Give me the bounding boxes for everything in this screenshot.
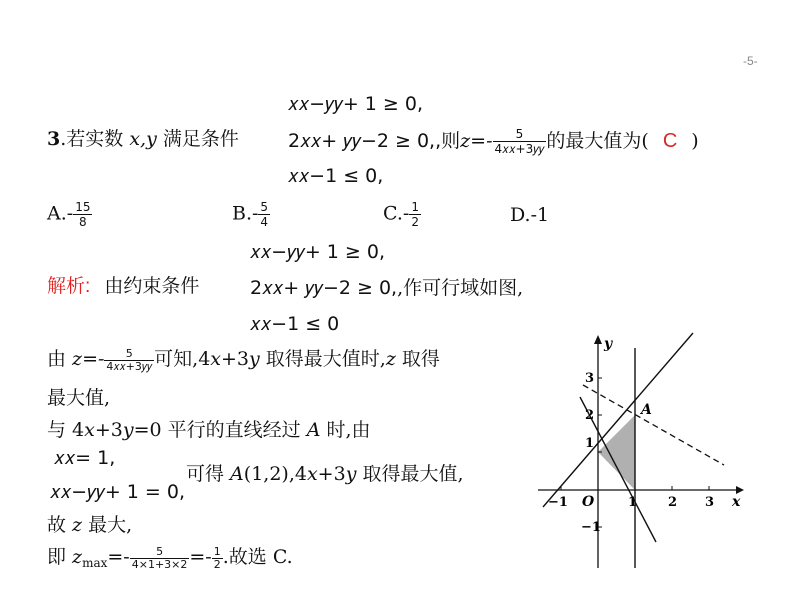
line6-eq: =- bbox=[107, 546, 130, 568]
line1-den: 4𝑥𝑥+3𝑦𝑦 bbox=[106, 359, 153, 373]
option-b bbox=[232, 200, 270, 229]
solution-sys2-line-1: 𝑥𝑥= 1, bbox=[54, 447, 116, 469]
stem-mid: 满足条件 bbox=[162, 128, 239, 150]
line1-h: 取得 bbox=[395, 348, 440, 370]
line1-c: x bbox=[210, 348, 222, 370]
line1-fraction bbox=[104, 348, 154, 373]
z-fraction-den: 4𝑥𝑥+3𝑦𝑦 bbox=[494, 142, 545, 156]
y-axis-arrow bbox=[594, 335, 602, 344]
y-tick-label-1: 1 bbox=[585, 436, 595, 451]
solution-line-1 bbox=[47, 347, 440, 373]
constraint-2-text: 2𝑥𝑥+ 𝑦𝑦−2 ≥ 0, bbox=[288, 130, 436, 152]
line3-g: 时,由 bbox=[320, 419, 371, 441]
option-b-fraction bbox=[258, 200, 270, 229]
option-a-num: 15 bbox=[75, 200, 91, 214]
line3-a: 与 4 bbox=[47, 419, 85, 441]
option-c-fraction bbox=[409, 200, 421, 229]
y-tick-label-2: 2 bbox=[585, 408, 595, 423]
option-a-fraction bbox=[73, 200, 92, 229]
line-x-minus-y-plus-1 bbox=[543, 333, 693, 507]
x-tick-label-1: 1 bbox=[628, 495, 638, 510]
line3-d: y bbox=[122, 419, 134, 441]
z-label: z=- bbox=[460, 130, 493, 152]
line1-f: 取得最大值时, bbox=[259, 348, 386, 370]
line1-d: +3 bbox=[221, 348, 250, 370]
solution-constraint-2 bbox=[250, 276, 523, 300]
line4-c: (1,2),4 bbox=[243, 463, 307, 485]
line1-a: 由 bbox=[47, 348, 67, 370]
answer-mark: C bbox=[662, 130, 678, 152]
feasible-region bbox=[598, 415, 635, 490]
option-b-label: B.- bbox=[232, 202, 259, 225]
line3-c: +3 bbox=[94, 419, 123, 441]
line3-e: =0 平行的直线经过 bbox=[133, 419, 301, 441]
page-number: -5- bbox=[743, 54, 758, 68]
ask-text: 的最大值为( bbox=[546, 130, 649, 152]
line6-den: 4×1+3×2 bbox=[131, 557, 188, 571]
line6-end: .故选 C. bbox=[222, 546, 293, 568]
feasible-region-graph bbox=[528, 330, 758, 580]
stem-vars: x,y bbox=[123, 128, 163, 150]
option-a-den: 8 bbox=[73, 214, 92, 229]
line6-num2: 1 bbox=[213, 544, 221, 558]
solution-constraint-3: 𝑥𝑥−1 ≤ 0 bbox=[250, 313, 340, 335]
z-fraction-num: 5 bbox=[515, 127, 524, 141]
close-paren: ) bbox=[691, 130, 699, 152]
question-constraint-2 bbox=[288, 127, 699, 156]
solution-line-2: 最大值, bbox=[47, 387, 111, 409]
solution-line-3 bbox=[47, 418, 371, 442]
stem-prefix: .若实数 bbox=[60, 128, 124, 150]
line5-c: 最大, bbox=[82, 514, 133, 536]
solution-intro bbox=[47, 274, 199, 299]
line1-num: 5 bbox=[125, 346, 133, 360]
option-a-label: A.- bbox=[47, 202, 74, 225]
solution-line-6 bbox=[47, 545, 293, 575]
origin-label: O bbox=[582, 494, 595, 510]
option-c-label: C.- bbox=[383, 202, 410, 225]
line6-den2: 2 bbox=[213, 557, 221, 571]
line6-fraction-2 bbox=[212, 546, 223, 571]
line4-d: x bbox=[306, 463, 318, 485]
x-tick-label-m1: −1 bbox=[548, 495, 568, 510]
x-tick-label-2: 2 bbox=[668, 495, 678, 510]
line6-num: 5 bbox=[156, 544, 164, 558]
solution-line-4 bbox=[186, 462, 464, 486]
line1-e: y bbox=[249, 348, 260, 370]
line1-b: 可知,4 bbox=[154, 348, 211, 370]
x-axis-arrow bbox=[736, 486, 744, 494]
line6-a: 即 bbox=[47, 546, 67, 568]
line5-b: z bbox=[66, 514, 83, 536]
line1-g: z bbox=[385, 348, 396, 370]
line6-z: z bbox=[66, 546, 83, 568]
line5-a: 故 bbox=[47, 514, 67, 536]
line1-z: z=- bbox=[66, 348, 105, 370]
option-d: D.-1 bbox=[510, 204, 550, 226]
z-fraction bbox=[493, 127, 547, 156]
axis-label-y: y bbox=[604, 336, 613, 352]
option-c bbox=[383, 200, 421, 229]
then-text: ,则 bbox=[435, 130, 461, 152]
option-a bbox=[47, 200, 92, 229]
line6-sub: max bbox=[82, 556, 108, 570]
line4-f: y bbox=[345, 463, 357, 485]
line3-b: x bbox=[84, 419, 95, 441]
option-c-den: 2 bbox=[411, 215, 419, 229]
option-c-num: 1 bbox=[411, 200, 419, 214]
line4-a: 可得 bbox=[186, 463, 225, 485]
solution-line-5 bbox=[47, 513, 132, 537]
question-constraint-3: 𝑥𝑥−1 ≤ 0, bbox=[288, 165, 384, 187]
line6-fraction bbox=[130, 546, 190, 571]
question-constraint-1: 𝑥𝑥−𝑦𝑦+ 1 ≥ 0, bbox=[288, 93, 424, 115]
line4-e: +3 bbox=[317, 463, 346, 485]
y-tick-label-3: 3 bbox=[585, 371, 595, 386]
solution-constraint-2-text: 2𝑥𝑥+ 𝑦𝑦−2 ≥ 0, bbox=[250, 277, 398, 299]
line4-b: A bbox=[224, 463, 244, 485]
option-b-den: 4 bbox=[260, 215, 269, 229]
question-stem bbox=[47, 127, 239, 151]
line4-g: 取得最大值, bbox=[356, 463, 464, 485]
question-number: 3 bbox=[47, 128, 61, 150]
line3-f: A bbox=[300, 419, 321, 441]
solution-label: 解析: bbox=[47, 276, 91, 297]
point-a-label: A bbox=[641, 402, 652, 418]
option-b-num: 5 bbox=[260, 200, 269, 214]
line6-eq2: =- bbox=[189, 546, 212, 568]
solution-sys2-line-2: 𝑥𝑥−𝑦𝑦+ 1 = 0, bbox=[50, 481, 186, 503]
y-tick-label-m1: −1 bbox=[581, 520, 601, 535]
solution-constraint-1: 𝑥𝑥−𝑦𝑦+ 1 ≥ 0, bbox=[250, 241, 386, 263]
after-system-text: ,作可行域如图, bbox=[397, 277, 524, 299]
axis-label-x: x bbox=[732, 494, 741, 510]
x-tick-label-3: 3 bbox=[705, 495, 715, 510]
solution-intro-text: 由约束条件 bbox=[104, 275, 200, 297]
